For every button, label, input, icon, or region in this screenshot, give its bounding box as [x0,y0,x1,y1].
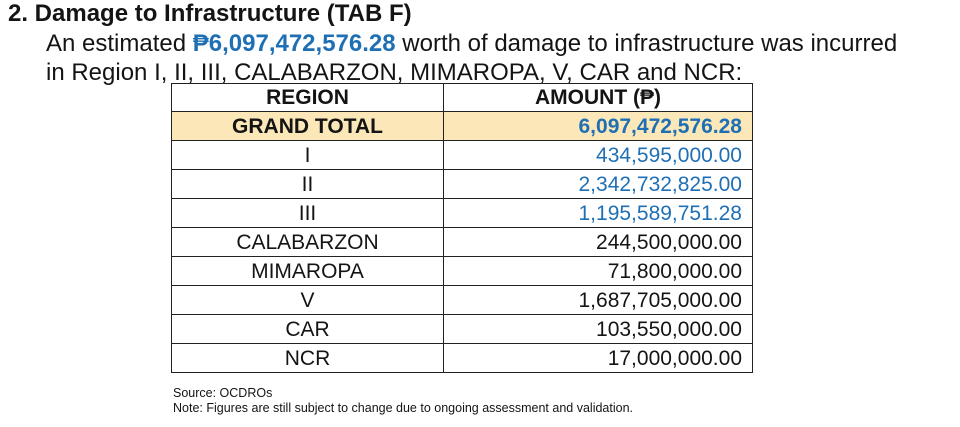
header-region: REGION [172,84,444,112]
intro-text-line2: in Region I, II, III, CALABARZON, MIMAROPA, V, CAR and NCR: [46,59,743,86]
intro-text-before: An estimated [46,30,193,57]
source-note: Source: OCDROs [173,386,273,400]
intro-total-amount: ₱6,097,472,576.28 [192,30,396,57]
intro-text-after: worth of damage to infrastructure was incurred [395,30,898,57]
region-cell: MIMAROPA [172,257,444,286]
amount-cell: 244,500,000.00 [444,228,753,257]
table-header-row [172,84,753,112]
region-cell: I [172,141,444,170]
amount-cell: 17,000,000.00 [444,344,753,373]
grand-total-row [172,112,753,141]
region-cell: CAR [172,315,444,344]
header-amount: AMOUNT (₱) [444,84,753,112]
region-cell: III [172,199,444,228]
table-row [172,315,753,344]
disclaimer-note: Note: Figures are still subject to change due to ongoing assessment and validation. [173,401,633,415]
table-row [172,170,753,199]
table-row [172,199,753,228]
region-cell: II [172,170,444,199]
intro-paragraph [46,29,897,87]
grand-total-amount: 6,097,472,576.28 [444,112,753,141]
amount-cell: 71,800,000.00 [444,257,753,286]
table-row [172,228,753,257]
table-row [172,257,753,286]
amount-cell: 2,342,732,825.00 [444,170,753,199]
table-row [172,344,753,373]
amount-cell: 1,687,705,000.00 [444,286,753,315]
region-cell: CALABARZON [172,228,444,257]
grand-total-label: GRAND TOTAL [172,112,444,141]
table-row [172,141,753,170]
table-row [172,286,753,315]
section-heading: 2. Damage to Infrastructure (TAB F) [8,0,412,27]
amount-cell: 1,195,589,751.28 [444,199,753,228]
amount-cell: 434,595,000.00 [444,141,753,170]
damage-table [171,83,753,373]
amount-cell: 103,550,000.00 [444,315,753,344]
region-cell: V [172,286,444,315]
region-cell: NCR [172,344,444,373]
